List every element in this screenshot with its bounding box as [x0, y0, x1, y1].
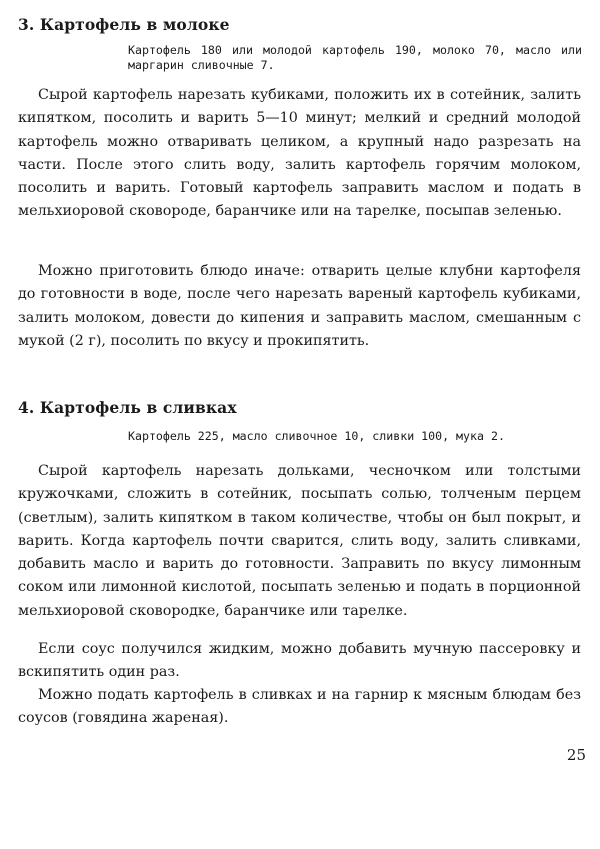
recipe-paragraph: Если соус получился жидким, можно добавить мучную пассеровку и вскипятить один раз. — [18, 641, 581, 681]
recipe-paragraph: Можно подать картофель в сливках и на гарнир к мясным блюдам без соусов (говядина жареная). — [18, 687, 581, 727]
recipe-paragraph: Сырой картофель нарезать дольками, чесночком или толстыми кружочками, сложить в сотейник, посыпать солью, толченым перцем (светлым), залить кипятком в таком количестве, чтобы он был покрыт, и варить. Когда картофель почти сварится, слить воду, залить сливками, добавить масло и варить до готовности. Заправить по вкусу лимонным соком или лимонной кислотой, посыпать зеленью и подать в порционной мельхиоровой сковородке, баранчике или тарелке. — [18, 463, 581, 619]
recipe-paragraph: Можно приготовить блюдо иначе: отварить целые клубни картофеля до готовности в воде, после чего нарезать вареный картофель кубиками, залить молоком, довести до кипения и заправить маслом, смешанным с мукой (2 г), посолить по вкусу и прокипятить. — [18, 263, 581, 349]
recipe-heading: 3. Картофель в молоке — [18, 15, 230, 34]
recipe-heading: 4. Картофель в сливках — [18, 398, 237, 417]
ingredients-list: Картофель 225, масло сливочное 10, сливки 100, мука 2. — [128, 429, 505, 443]
page-number: 25 — [566, 746, 586, 764]
recipe-paragraph: Сырой картофель нарезать кубиками, положить их в сотейник, залить кипятком, посолить и варить 5—10 минут; мелкий и средний молодой картофель можно отваривать целиком, а крупный надо разрезать на части. После этого слить воду, залить картофель горячим молоком, посолить и варить. Готовый картофель заправить маслом и подать в мельхиоровой сковороде, баранчике или на тарелке, посыпав зеленью. — [18, 87, 581, 220]
ingredients-list: Картофель 180 или молодой картофель 190, молоко 70, масло или маргарин сливочные 7. — [128, 43, 582, 72]
